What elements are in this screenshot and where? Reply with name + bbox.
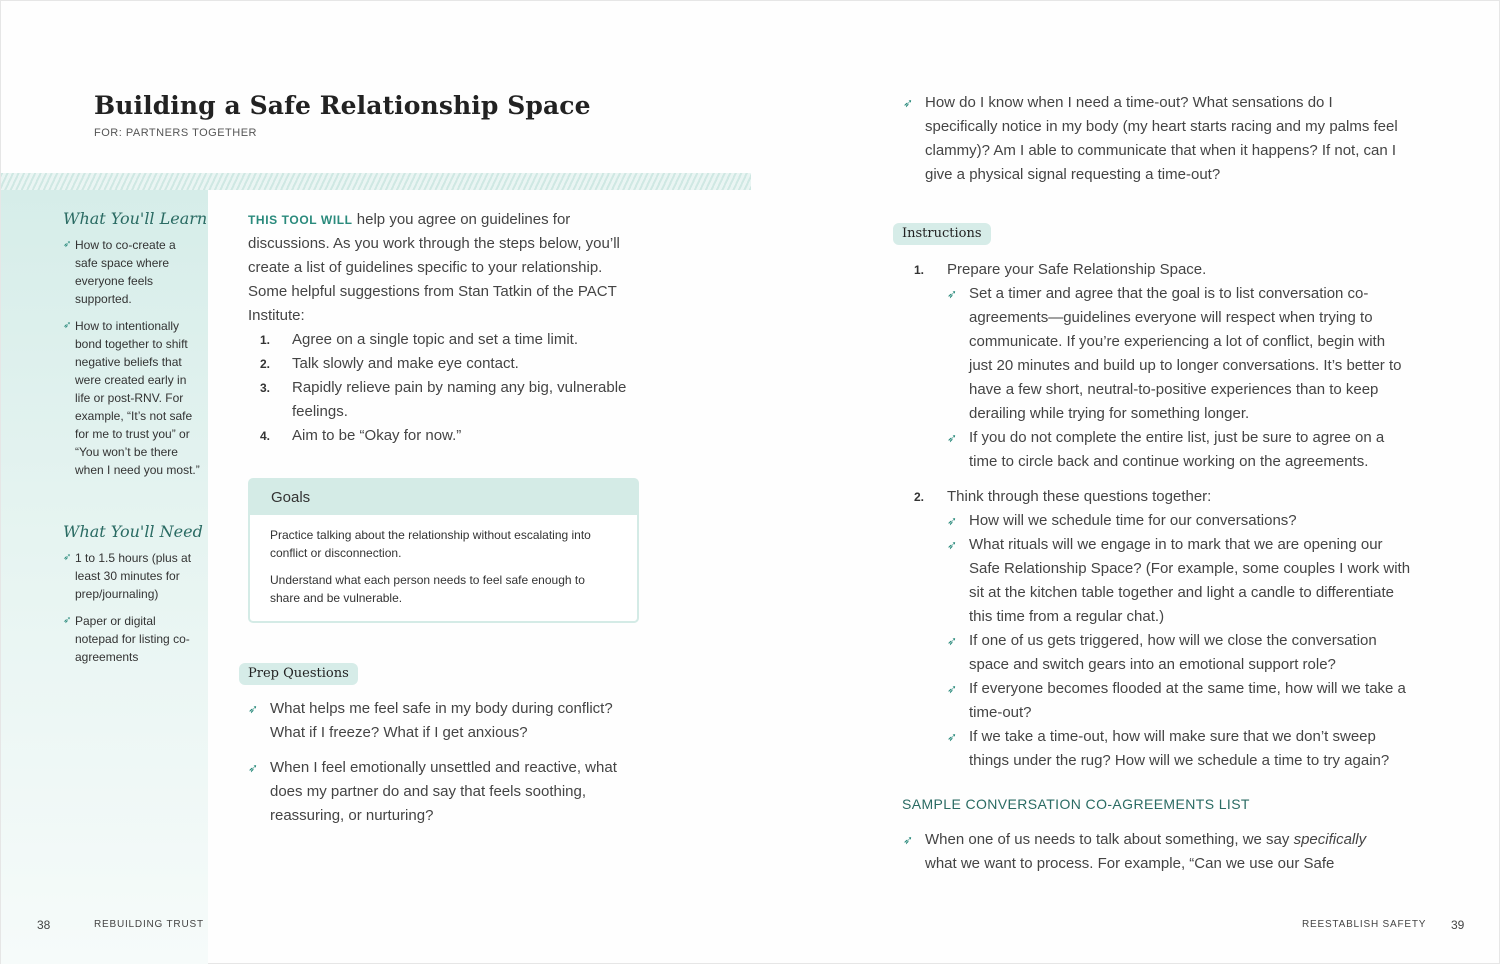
running-footer-left: REBUILDING TRUST: [94, 919, 204, 930]
sample-list: [903, 828, 1383, 876]
need-heading: What You'll Need: [63, 522, 203, 541]
prep-questions-heading: Prep Questions: [239, 663, 358, 685]
arrow-bullet-icon: ➶: [248, 702, 259, 716]
page-subtitle: FOR: PARTNERS TOGETHER: [94, 127, 257, 139]
instructions-list: [914, 258, 1411, 773]
arrow-bullet-icon: ➶: [63, 320, 72, 331]
list-item: 4. Aim to be “Okay for now.”: [260, 427, 462, 444]
arrow-bullet-icon: ➶: [63, 239, 72, 250]
running-footer-right: REESTABLISH SAFETY: [1302, 919, 1427, 930]
instruction-step: 1. Prepare your Safe Relationship Space. ➶ Set a timer and agree that the goal is to list conversation co-agreements—guidelines everyone will respect when trying to communicate. If you’re experiencing a lot of conflict, begin with just 20 minutes and build up to longer conversations. It’s better to have a few short, neutral-to-positive experiences than to keep derailing while trying for something longer. ➶ If you do not complete the entire list, just be sure to agree on a time to circle back and continue working on the agreements.: [914, 258, 1411, 474]
prep-questions-list: [248, 697, 643, 828]
need-list: [63, 549, 201, 675]
list-item: ➶ What rituals will we engage in to mark that we are opening our Safe Relationship Space? (For example, some couples I work with sit at the kitchen table together and light a candle to differentiate this time from a regular chat.): [947, 533, 1411, 629]
arrow-bullet-icon: ➶: [947, 431, 958, 445]
page-title: Building a Safe Relationship Space: [94, 91, 591, 120]
arrow-bullet-icon: ➶: [63, 552, 72, 563]
list-item: ➶ If we take a time-out, how will make sure that we don’t sweep things under the rug? How will we schedule a time to try again?: [947, 725, 1411, 773]
list-item: ➶ What helps me feel safe in my body during conflict? What if I freeze? What if I get anxious?: [248, 697, 643, 745]
list-item: ➶ When one of us needs to talk about something, we say specifically what we want to process. For example, “Can we use our Safe: [903, 828, 1383, 876]
list-item: ➶ Paper or digital notepad for listing co-agreements: [63, 614, 190, 664]
steps-list: [248, 328, 643, 448]
list-item: ➶ How do I know when I need a time-out? What sensations do I specifically notice in my body (my heart starts racing and my palms feel clammy)? Am I able to communicate that when it happens? If not, can I give a physical signal requesting a time-out?: [903, 91, 1408, 187]
learn-heading: What You'll Learn: [63, 209, 208, 228]
top-question: [903, 91, 1408, 187]
arrow-bullet-icon: ➶: [947, 634, 958, 648]
arrow-bullet-icon: ➶: [63, 615, 72, 626]
arrow-bullet-icon: ➶: [947, 682, 958, 696]
page-number-right: 39: [1451, 918, 1465, 932]
list-item: 3. Rapidly relieve pain by naming any big, vulnerable feelings.: [260, 379, 627, 420]
intro-paragraph: THIS TOOL WILL help you agree on guidelines for discussions. As you work through the steps below, you’ll create a list of guidelines specific to your relationship. Some helpful suggestions from Stan Tatkin of the PACT Institute:: [248, 211, 620, 324]
sub-list: [947, 282, 1411, 474]
list-item: ➶ How to intentionally bond together to shift negative beliefs that were created early in life or post-RNV. For example, “It’s not safe for me to trust you” or “You won’t be there when I need you most.”: [63, 319, 200, 477]
goals-heading: Goals: [250, 480, 637, 515]
list-item: ➶ If everyone becomes flooded at the same time, how will we take a time-out?: [947, 677, 1411, 725]
arrow-bullet-icon: ➶: [248, 761, 259, 775]
list-item: ➶ How to co-create a safe space where everyone feels supported.: [63, 238, 176, 306]
page-number-left: 38: [37, 918, 51, 932]
sample-heading: SAMPLE CONVERSATION CO-AGREEMENTS LIST: [902, 796, 1250, 812]
learn-list: [63, 236, 201, 488]
list-item: ➶ 1 to 1.5 hours (plus at least 30 minutes for prep/journaling): [63, 551, 192, 601]
arrow-bullet-icon: ➶: [903, 833, 914, 847]
goal-item: Understand what each person needs to feel safe enough to share and be vulnerable.: [270, 573, 585, 605]
goals-box: [248, 478, 639, 623]
list-item: 2. Talk slowly and make eye contact.: [260, 355, 519, 372]
decorative-stripe: [1, 173, 751, 190]
list-item: ➶ If one of us gets triggered, how will we close the conversation space and switch gears into an emotional support role?: [947, 629, 1411, 677]
list-item: ➶ Set a timer and agree that the goal is to list conversation co-agreements—guidelines everyone will respect when trying to communicate. If you’re experiencing a lot of conflict, begin with just 20 minutes and build up to longer conversations. It’s better to have a few short, neutral-to-positive experiences than to keep derailing while trying for something longer.: [947, 282, 1411, 426]
arrow-bullet-icon: ➶: [903, 96, 914, 110]
arrow-bullet-icon: ➶: [947, 287, 958, 301]
instructions-heading: Instructions: [893, 223, 991, 245]
list-item: ➶ How will we schedule time for our conversations?: [947, 509, 1411, 533]
list-item: ➶ If you do not complete the entire list, just be sure to agree on a time to circle back and continue working on the agreements.: [947, 426, 1411, 474]
sub-list: [947, 509, 1411, 773]
goal-item: Practice talking about the relationship without escalating into conflict or disconnection.: [270, 528, 591, 560]
arrow-bullet-icon: ➶: [947, 730, 958, 744]
list-item: ➶ When I feel emotionally unsettled and reactive, what does my partner do and say that feels soothing, reassuring, or nurturing?: [248, 756, 643, 828]
instruction-step: 2. Think through these questions together: ➶ How will we schedule time for our conversations? ➶ What rituals will we engage in to mark that we are opening our Safe Relationship Space? (For example, some couples I work with sit at the kitchen table together and light a candle to differentiate this time from a regular chat.) ➶ If one of us gets triggered, how will we close the conversation space and switch gears into an emotional support role? ➶ If everyone becomes flooded at the same time, how will we take a time-out? ➶ If we take a time-out, how will make sure that we don’t sweep things under the rug? How will we schedule a time to try again?: [914, 485, 1411, 773]
list-item: 1. Agree on a single topic and set a time limit.: [260, 331, 578, 348]
arrow-bullet-icon: ➶: [947, 514, 958, 528]
intro-section: [248, 208, 643, 448]
arrow-bullet-icon: ➶: [947, 538, 958, 552]
